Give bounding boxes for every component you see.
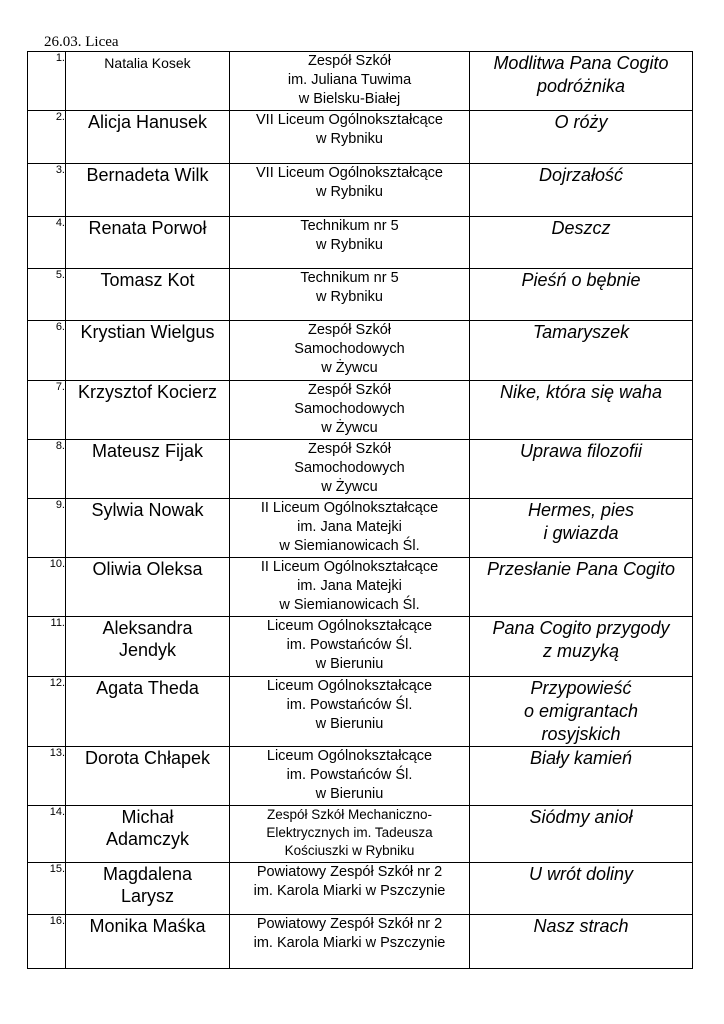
row-number: 12. xyxy=(28,677,66,747)
school-name-line: im. Powstańców Śl. xyxy=(286,767,413,783)
school-name-line: w Rybniku xyxy=(316,184,383,200)
poem-title xyxy=(470,111,693,164)
poem-title-line: rosyjskich xyxy=(541,724,621,744)
school-name-line: w Rybniku xyxy=(316,237,383,253)
table-row xyxy=(28,111,693,164)
poem-title xyxy=(470,677,693,747)
table-row xyxy=(28,747,693,806)
poem-title-line: podróżnika xyxy=(536,76,626,96)
school-name-line: Liceum Ogólnokształcące xyxy=(266,678,433,694)
table-row xyxy=(28,440,693,499)
poem-title xyxy=(470,440,693,499)
table-row xyxy=(28,52,693,111)
participant-name-line: Adamczyk xyxy=(105,829,190,849)
poem-title-line: Pieśń o bębnie xyxy=(521,270,641,290)
participant-name xyxy=(66,164,230,217)
poem-title xyxy=(470,863,693,915)
poem-title xyxy=(470,806,693,863)
poem-title-line: Modlitwa Pana Cogito xyxy=(493,53,669,73)
school-name-line: Zespół Szkół xyxy=(307,322,391,338)
school-name xyxy=(230,164,470,217)
poem-title-line: Tamaryszek xyxy=(532,322,630,342)
school-name-line: Kościuszki w Rybniku xyxy=(284,843,415,858)
poem-title-line: Uprawa filozofii xyxy=(519,441,643,461)
poem-title-line: Przesłanie Pana Cogito xyxy=(486,559,676,579)
school-name-line: im. Karola Miarki w Pszczynie xyxy=(253,883,446,899)
school-name xyxy=(230,381,470,440)
row-number: 13. xyxy=(28,747,66,806)
row-number: 2. xyxy=(28,111,66,164)
school-name xyxy=(230,617,470,677)
participant-name-line: Magdalena xyxy=(102,864,193,884)
school-name-line: im. Juliana Tuwima xyxy=(287,72,412,88)
row-number: 16. xyxy=(28,915,66,969)
school-name-line: Powiatowy Zespół Szkół nr 2 xyxy=(256,916,443,932)
row-number: 15. xyxy=(28,863,66,915)
school-name xyxy=(230,747,470,806)
table-row xyxy=(28,269,693,321)
poem-title xyxy=(470,52,693,111)
school-name-line: Zespół Szkół Mechaniczno- xyxy=(266,807,433,822)
participant-name-line: Krystian Wielgus xyxy=(80,322,215,342)
school-name xyxy=(230,499,470,558)
school-name-line: w Rybniku xyxy=(316,289,383,305)
table-row xyxy=(28,915,693,969)
school-name-line: w Bieruniu xyxy=(315,716,384,732)
poem-title-line: Nasz strach xyxy=(533,916,629,936)
table-row xyxy=(28,217,693,269)
row-number: 14. xyxy=(28,806,66,863)
school-name-line: im. Karola Miarki w Pszczynie xyxy=(253,935,446,951)
table-row xyxy=(28,499,693,558)
poem-title xyxy=(470,558,693,617)
poem-title-line: Dojrzałość xyxy=(538,165,624,185)
participant-name xyxy=(66,321,230,381)
row-number: 6. xyxy=(28,321,66,381)
participant-name xyxy=(66,617,230,677)
participant-name xyxy=(66,677,230,747)
participant-name-line: Agata Theda xyxy=(96,678,199,698)
table-row xyxy=(28,321,693,381)
row-number: 3. xyxy=(28,164,66,217)
poem-title-line: Deszcz xyxy=(551,218,611,238)
school-name-line: w Bieruniu xyxy=(315,786,384,802)
participant-name xyxy=(66,806,230,863)
participant-name-line: Jendyk xyxy=(118,640,177,660)
participant-name xyxy=(66,381,230,440)
poem-title-line: U wrót doliny xyxy=(528,864,634,884)
poem-title-line: z muzyką xyxy=(542,641,620,661)
school-name-line: Samochodowych xyxy=(294,401,405,417)
school-name-line: w Żywcu xyxy=(321,479,378,495)
row-number: 5. xyxy=(28,269,66,321)
school-name-line: Liceum Ogólnokształcące xyxy=(266,748,433,764)
poem-title-line: Pana Cogito przygody xyxy=(492,618,670,638)
table-row xyxy=(28,806,693,863)
poem-title xyxy=(470,747,693,806)
participant-name xyxy=(66,52,230,111)
table-row xyxy=(28,617,693,677)
school-name-line: Samochodowych xyxy=(294,341,405,357)
participant-name xyxy=(66,440,230,499)
school-name-line: w Żywcu xyxy=(321,420,378,436)
participant-name xyxy=(66,217,230,269)
school-name xyxy=(230,440,470,499)
school-name-line: Zespół Szkół xyxy=(307,53,391,69)
poem-title-line: Biały kamień xyxy=(529,748,633,768)
poem-title-line: O róży xyxy=(554,112,608,132)
row-number: 10. xyxy=(28,558,66,617)
table-row xyxy=(28,558,693,617)
school-name-line: Samochodowych xyxy=(294,460,405,476)
school-name-line: im. Powstańców Śl. xyxy=(286,697,413,713)
poem-title-line: Hermes, pies xyxy=(527,500,635,520)
school-name xyxy=(230,863,470,915)
poem-title-line: i gwiazda xyxy=(543,523,619,543)
participant-name-line: Aleksandra xyxy=(102,618,193,638)
school-name xyxy=(230,677,470,747)
table-row xyxy=(28,381,693,440)
school-name xyxy=(230,806,470,863)
document-title: 26.03. Licea xyxy=(44,34,119,50)
participant-name-line: Sylwia Nowak xyxy=(91,500,204,520)
participant-name-line: Renata Porwoł xyxy=(88,218,207,238)
table-row xyxy=(28,164,693,217)
participant-name xyxy=(66,499,230,558)
poem-title-line: o emigrantach xyxy=(523,701,639,721)
school-name xyxy=(230,111,470,164)
school-name-line: w Siemianowicach Śl. xyxy=(279,597,420,613)
school-name-line: Elektrycznych im. Tadeusza xyxy=(266,825,433,840)
school-name xyxy=(230,269,470,321)
school-name xyxy=(230,321,470,381)
school-name xyxy=(230,558,470,617)
poem-title xyxy=(470,217,693,269)
school-name-line: II Liceum Ogólnokształcące xyxy=(260,559,439,575)
school-name-line: im. Powstańców Śl. xyxy=(286,637,413,653)
school-name-line: VII Liceum Ogólnokształcące xyxy=(256,165,443,181)
poem-title xyxy=(470,381,693,440)
school-name xyxy=(230,217,470,269)
row-number: 9. xyxy=(28,499,66,558)
participant-name xyxy=(66,915,230,969)
participant-name-line: Bernadeta Wilk xyxy=(86,165,209,185)
participant-name xyxy=(66,863,230,915)
school-name-line: Zespół Szkół xyxy=(307,441,391,457)
participant-name xyxy=(66,747,230,806)
school-name-line: Technikum nr 5 xyxy=(300,218,399,234)
school-name-line: w Bielsku-Białej xyxy=(298,91,401,107)
poem-title xyxy=(470,499,693,558)
participant-name-line: Monika Maśka xyxy=(89,916,206,936)
school-name-line: im. Jana Matejki xyxy=(297,578,402,594)
school-name-line: Technikum nr 5 xyxy=(300,270,399,286)
participant-name xyxy=(66,558,230,617)
participant-name-line: Larysz xyxy=(120,886,174,906)
poem-title xyxy=(470,269,693,321)
school-name-line: VII Liceum Ogólnokształcące xyxy=(256,112,443,128)
row-number: 4. xyxy=(28,217,66,269)
participant-name-line: Oliwia Oleksa xyxy=(92,559,203,579)
participant-name-line: Michał xyxy=(121,807,174,827)
poem-title xyxy=(470,915,693,969)
participants-table-body xyxy=(28,52,693,969)
school-name-line: w Siemianowicach Śl. xyxy=(279,538,420,554)
school-name-line: w Bieruniu xyxy=(315,656,384,672)
participant-name-line: Dorota Chłapek xyxy=(84,748,211,768)
school-name-line: II Liceum Ogólnokształcące xyxy=(260,500,439,516)
poem-title-line: Siódmy anioł xyxy=(529,807,633,827)
row-number: 11. xyxy=(28,617,66,677)
row-number: 1. xyxy=(28,52,66,111)
participant-name-line: Mateusz Fijak xyxy=(91,441,204,461)
participant-name-line: Alicja Hanusek xyxy=(87,112,208,132)
school-name-line: Powiatowy Zespół Szkół nr 2 xyxy=(256,864,443,880)
school-name-line: w Rybniku xyxy=(316,131,383,147)
poem-title-line: Przypowieść xyxy=(530,678,632,698)
participant-name-line: Natalia Kosek xyxy=(104,55,191,71)
school-name-line: Zespół Szkół xyxy=(307,382,391,398)
poem-title xyxy=(470,617,693,677)
participant-name-line: Krzysztof Kocierz xyxy=(77,382,218,402)
poem-title-line: Nike, która się waha xyxy=(499,382,663,402)
school-name xyxy=(230,915,470,969)
school-name-line: im. Jana Matejki xyxy=(297,519,402,535)
participants-table xyxy=(27,51,693,969)
row-number: 7. xyxy=(28,381,66,440)
participant-name xyxy=(66,111,230,164)
row-number: 8. xyxy=(28,440,66,499)
participant-name xyxy=(66,269,230,321)
poem-title xyxy=(470,164,693,217)
table-row xyxy=(28,677,693,747)
participant-name-line: Tomasz Kot xyxy=(100,270,195,290)
poem-title xyxy=(470,321,693,381)
school-name xyxy=(230,52,470,111)
school-name-line: Liceum Ogólnokształcące xyxy=(266,618,433,634)
school-name-line: w Żywcu xyxy=(321,360,378,376)
table-row xyxy=(28,863,693,915)
